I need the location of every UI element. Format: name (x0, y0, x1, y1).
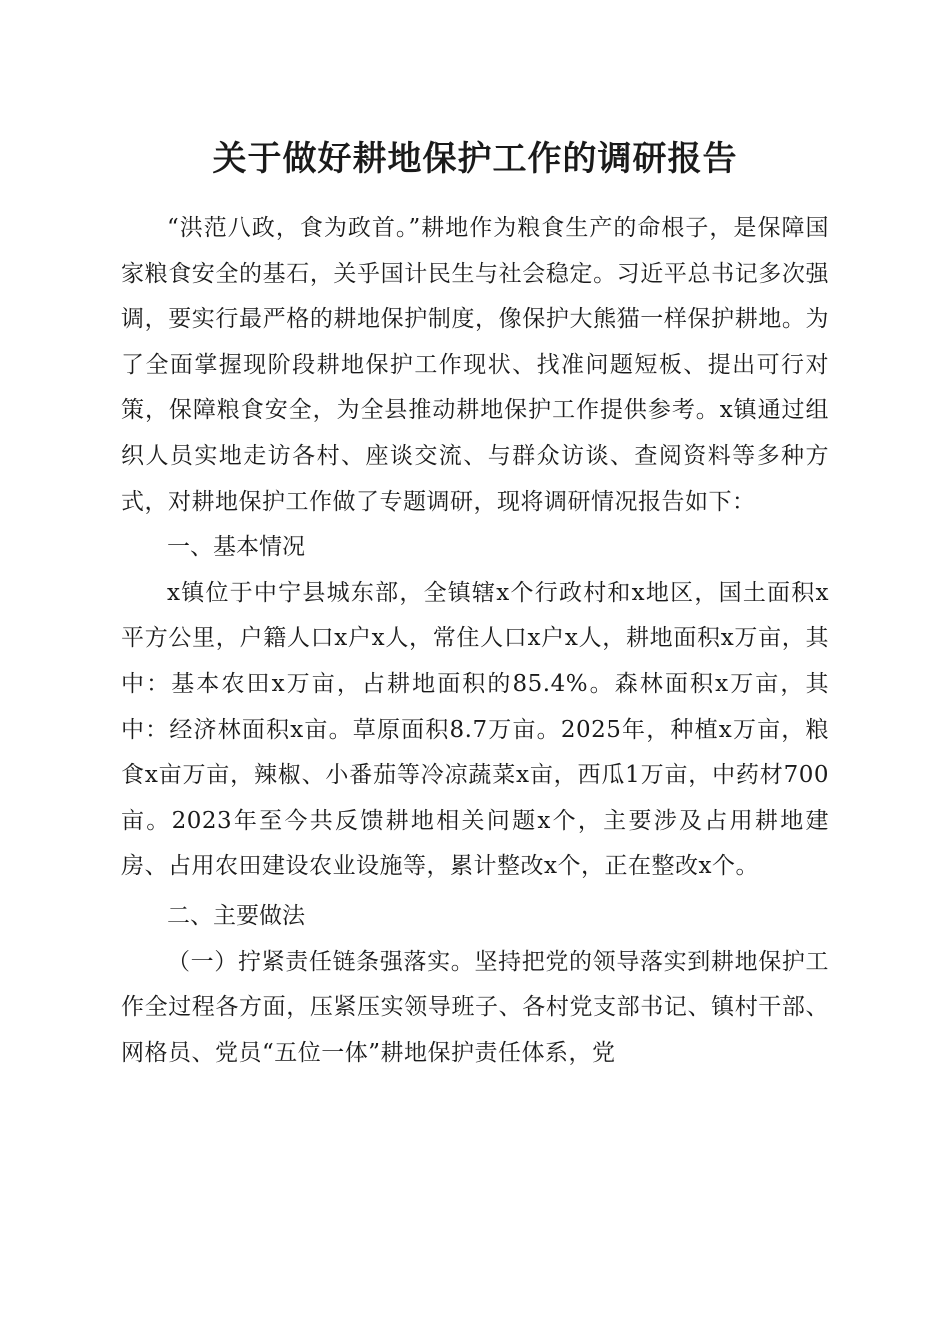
document-title: 关于做好耕地保护工作的调研报告 (212, 139, 738, 179)
subsection-text-responsibility: 坚持把党的领导落实到耕地保护工作全过程各方面，压紧压实领导班子、各村党支部书记、镇村干部、网格员、党员“五位一体”耕地保护责任体系，党 (121, 948, 830, 1066)
intro-paragraph: “洪范八政，食为政首。”耕地作为粮食生产的命根子，是保障国家粮食安全的基石，关乎国计民生与社会稳定。习近平总书记多次强调，要实行最严格的耕地保护制度，像保护大熊猫一样保护耕地。为了全面掌握现阶段耕地保护工作现状、找准问题短板、提出可行对策，保障粮食安全，为全县推动耕地保护工作提供参考。x镇通过组织人员实地走访各村、座谈交流、与群众访谈、查阅资料等多种方式，对耕地保护工作做了专题调研，现将调研情况报告如下： (121, 215, 829, 515)
subsection-lead-responsibility: （一）拧紧责任链条强落实。 (167, 948, 475, 975)
section-heading-main-practices: 二、主要做法 (167, 902, 305, 929)
basic-info-paragraph: x镇位于中宁县城东部，全镇辖x个行政村和x地区，国土面积x平方公里，户籍人口x户x人，常住人口x户x人，耕地面积x万亩，其中：基本农田x万亩，占耕地面积的85.4%。森林面积x万亩，其中：经济林面积x亩。草原面积8.7万亩。2025年，种植x万亩，粮食x亩万亩，辣椒、小番茄等冷凉蔬菜x亩，西瓜1万亩，中药材700亩。2023年至今共反馈耕地相关问题x个，主要涉及占用耕地建房、占用农田建设农业设施等，累计整改x个，正在整改x个。 (121, 579, 829, 880)
document-body (121, 206, 829, 1076)
section-heading-basic-info: 一、基本情况 (167, 534, 305, 561)
main-practices-paragraph (121, 940, 829, 1077)
